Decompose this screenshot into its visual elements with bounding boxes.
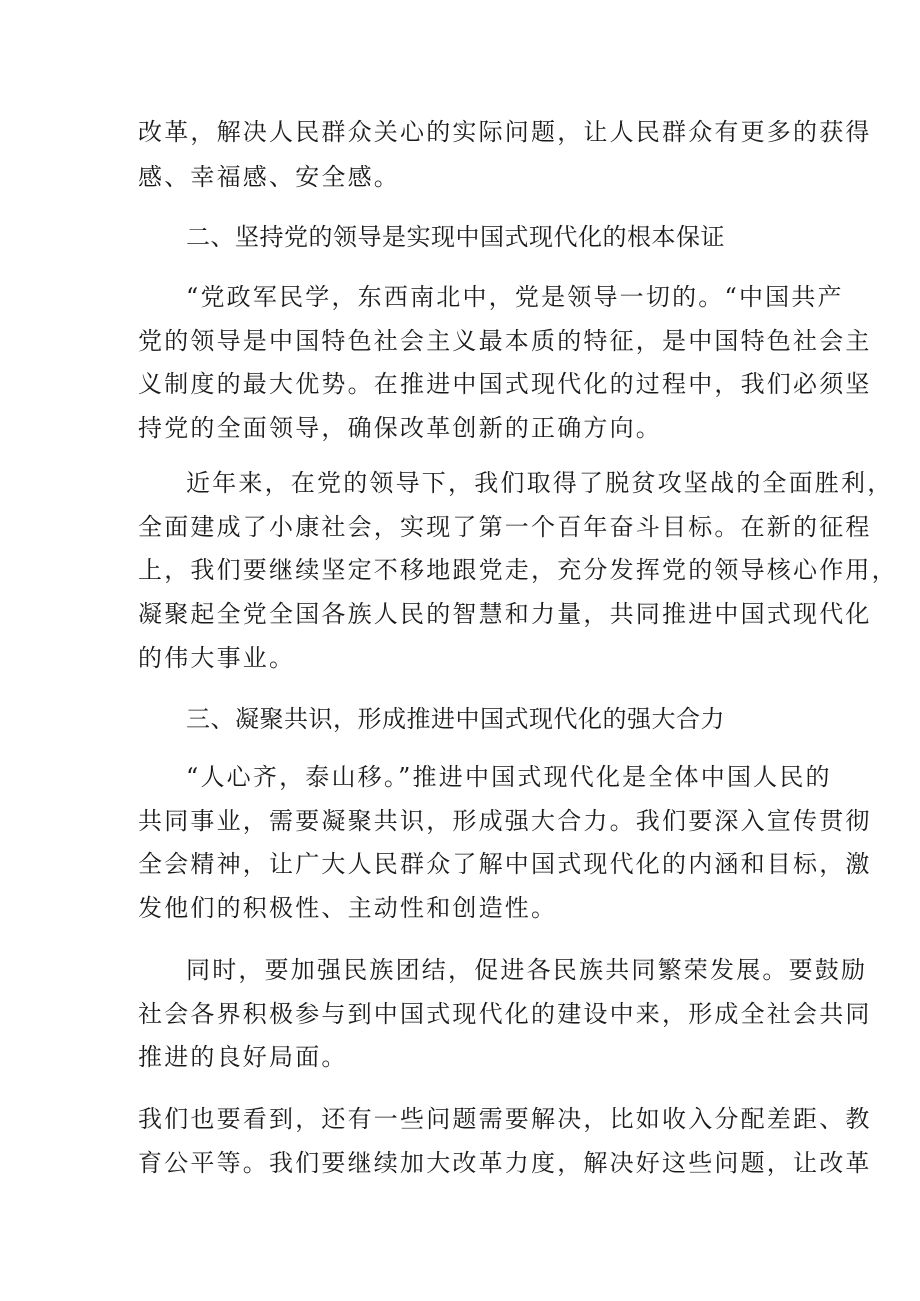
text-line: 育公平等。我们要继续加大改革力度，解决好这些问题，让改革 <box>138 1149 872 1177</box>
text-line: 持党的全面领导，确保改革创新的正确方向。 <box>138 414 662 442</box>
section-heading-3: 三、凝聚共识，形成推进中国式现代化的强大合力 <box>186 705 725 733</box>
text-line: 推进的良好局面。 <box>138 1043 348 1071</box>
text-line: 上，我们要继续坚定不移地跟党走，充分发挥党的领导核心作用， <box>138 556 898 584</box>
text-line: “人心齐，泰山移。”推进中国式现代化是全体中国人民的 <box>186 763 832 791</box>
text-line: 凝聚起全党全国各族人民的智慧和力量，共同推进中国式现代化 <box>138 600 872 628</box>
text-line: “党政军民学，东西南北中，党是领导一切的。“中国共产 <box>186 283 844 311</box>
text-line: 社会各界积极参与到中国式现代化的建设中来，形成全社会共同 <box>138 1000 872 1028</box>
text-line: 共同事业，需要凝聚共识，形成强大合力。我们要深入宣传贯彻 <box>138 807 872 835</box>
text-line: 全会精神，让广大人民群众了解中国式现代化的内涵和目标，激 <box>138 850 872 878</box>
text-line: 同时，要加强民族团结，促进各民族共同繁荣发展。要鼓励 <box>186 956 868 984</box>
text-line: 党的领导是中国特色社会主义最本质的特征，是中国特色社会主 <box>138 327 872 355</box>
section-heading-2: 二、坚持党的领导是实现中国式现代化的根本保证 <box>186 223 725 251</box>
text-line: 全面建成了小康社会，实现了第一个百年奋斗目标。在新的征程 <box>138 513 872 541</box>
text-line: 感、幸福感、安全感。 <box>138 163 400 191</box>
text-line: 的伟大事业。 <box>138 644 296 672</box>
text-line: 发他们的积极性、主动性和创造性。 <box>138 894 558 922</box>
text-line: 我们也要看到，还有一些问题需要解决，比如收入分配差距、教 <box>138 1105 872 1133</box>
text-line: 义制度的最大优势。在推进中国式现代化的过程中，我们必须坚 <box>138 370 872 398</box>
text-line: 改革，解决人民群众关心的实际问题，让人民群众有更多的获得 <box>138 118 872 146</box>
text-line: 近年来，在党的领导下，我们取得了脱贫攻坚战的全面胜利， <box>186 469 894 497</box>
